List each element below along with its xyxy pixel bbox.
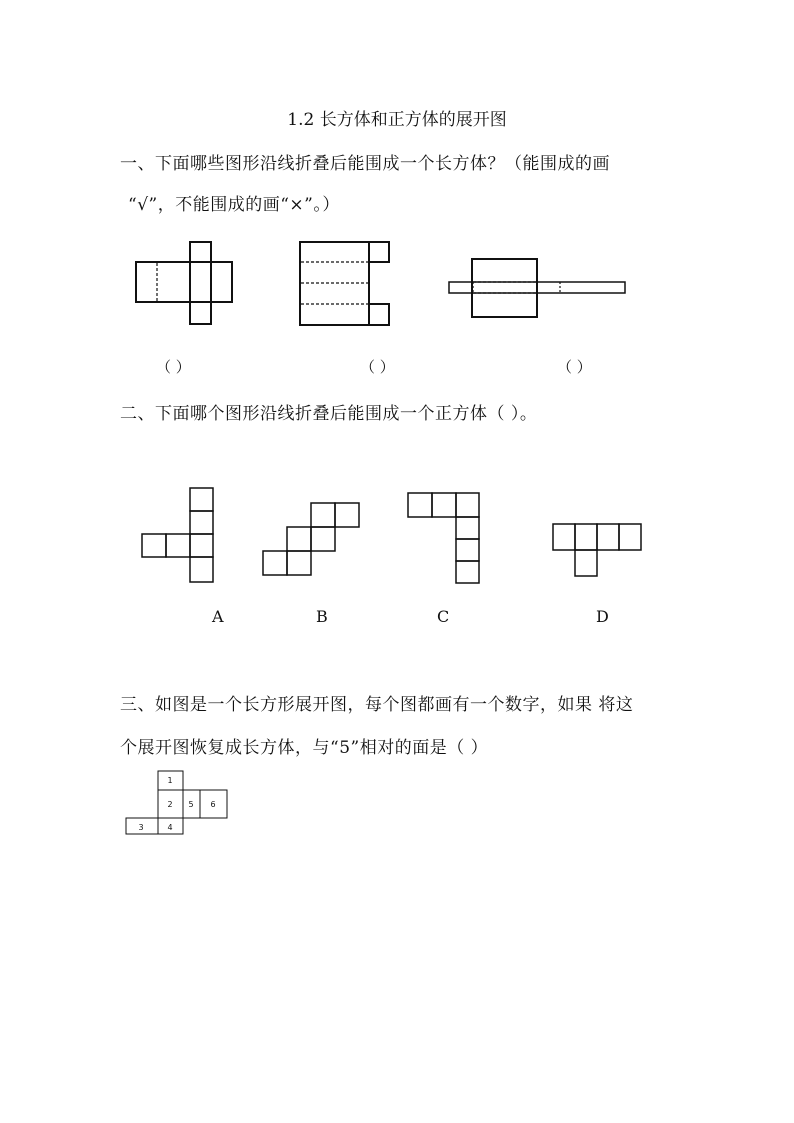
- option-label-d: D: [596, 607, 609, 626]
- net-figure-3: [449, 259, 625, 317]
- face-label-2: 2: [167, 800, 173, 809]
- question-1-text-line2: “√”，不能围成的画“×”。）: [128, 195, 340, 215]
- question-1-text-line1: 一、下面哪些图形沿线折叠后能围成一个长方体？（能围成的画: [120, 154, 610, 174]
- cube-net-option-d: [553, 524, 641, 576]
- answer-blank-1[interactable]: （ ）: [156, 358, 191, 376]
- question-2-text: 二、下面哪个图形沿线折叠后能围成一个正方体（ ）。: [120, 404, 538, 424]
- face-label-1: 1: [167, 776, 173, 785]
- option-label-a: A: [212, 607, 224, 626]
- cube-net-option-c: [408, 493, 479, 583]
- face-label-6: 6: [210, 800, 216, 809]
- cube-net-option-b: [263, 503, 359, 575]
- face-label-3: 3: [138, 823, 144, 832]
- option-label-c: C: [437, 607, 450, 626]
- face-label-5: 5: [188, 800, 194, 809]
- face-label-4: 4: [167, 823, 173, 832]
- option-label-b: B: [316, 607, 328, 626]
- page-title: 1.2 长方体和正方体的展开图: [287, 110, 507, 130]
- question-3-text-line2: 个展开图恢复成长方体，与“5”相对的面是（ ）: [120, 738, 489, 758]
- cube-net-option-a: [142, 488, 213, 582]
- answer-blank-2[interactable]: （ ）: [360, 358, 395, 376]
- question-3-text-line1: 三、如图是一个长方形展开图，每个图都画有一个数字，如果 将这: [120, 695, 634, 715]
- answer-blank-3[interactable]: （ ）: [557, 358, 592, 376]
- net-figure-1: [136, 242, 232, 324]
- net-figure-2: [300, 242, 389, 325]
